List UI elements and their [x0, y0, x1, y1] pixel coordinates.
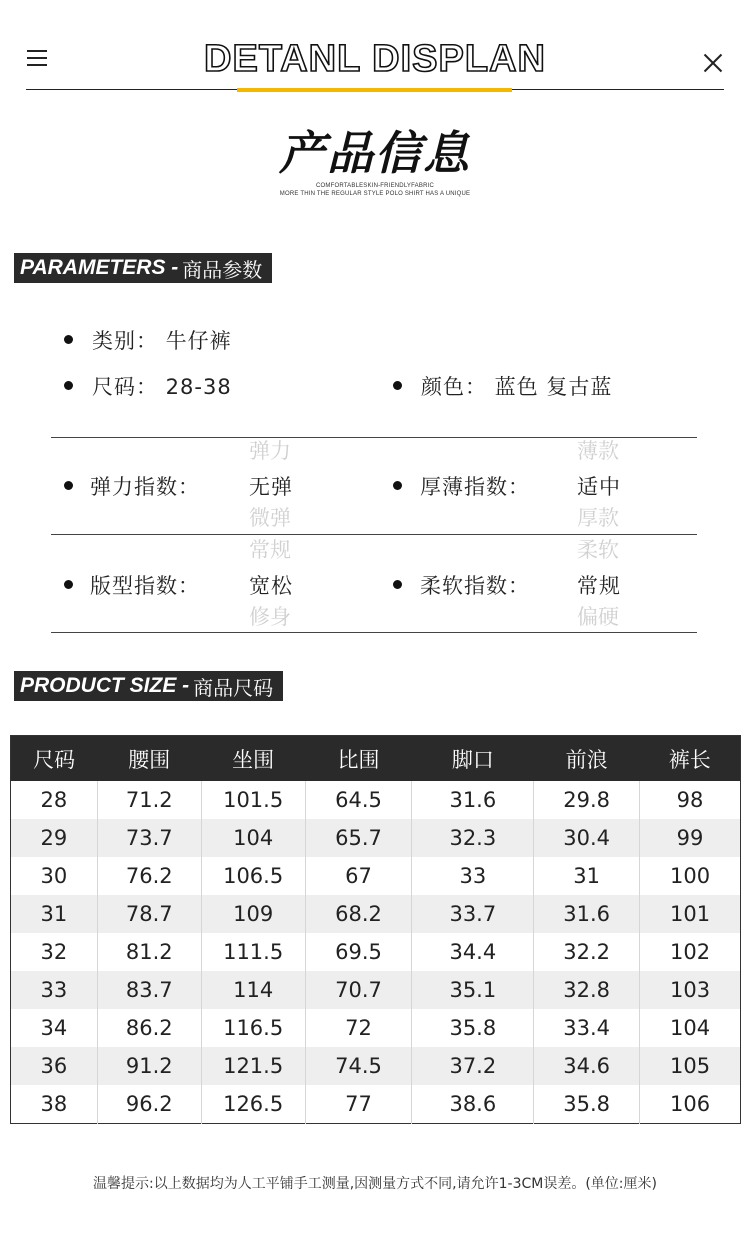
table-cell: 67: [305, 857, 412, 895]
table-cell: 32.3: [412, 819, 534, 857]
table-cell: 121.5: [201, 1047, 305, 1085]
bullet-icon: [64, 580, 73, 589]
table-cell: 31.6: [534, 895, 640, 933]
table-cell: 38: [40, 1092, 68, 1116]
thickness-scale: [577, 439, 637, 530]
fit-scale-below: 修身: [249, 605, 291, 629]
table-row: [11, 781, 741, 819]
size-table: [10, 735, 741, 1124]
table-cell: 30.4: [534, 819, 640, 857]
table-cell: 33.7: [412, 895, 534, 933]
elasticity-scale: [249, 439, 309, 530]
thickness-label: 厚薄指数：: [420, 475, 530, 499]
table-cell: 33: [412, 857, 534, 895]
page-title: 产品信息: [279, 126, 471, 180]
table-row: [11, 819, 741, 857]
table-cell: 126.5: [201, 1085, 305, 1124]
fit-value: 宽松: [249, 574, 293, 598]
table-cell: 106.5: [201, 857, 305, 895]
fit-scale-above: 常规: [249, 538, 291, 562]
table-row: [11, 933, 741, 971]
table-header-cell: 裤长: [640, 736, 741, 782]
table-cell: 83.7: [97, 971, 201, 1009]
bullet-icon: [64, 481, 73, 490]
table-header-row: [11, 736, 741, 782]
hero-subtitle-line-2: MORE THIN THE REGULAR STYLE POLO SHIRT HAS A UNIQUE: [279, 191, 471, 197]
table-cell: 36: [11, 1047, 98, 1085]
table-cell: 32.8: [534, 971, 640, 1009]
table-row: [11, 857, 741, 895]
table-cell: 103: [640, 971, 741, 1009]
table-cell: 71.2: [97, 781, 201, 819]
table-cell: 38.6: [412, 1085, 534, 1124]
table-header-cell: 比围: [305, 736, 412, 782]
table-cell: 101: [640, 895, 741, 933]
table-header-cell: 坐围: [201, 736, 305, 782]
table-cell: 106: [640, 1085, 741, 1124]
table-cell: 78.7: [97, 895, 201, 933]
table-header-cell: 尺码: [11, 736, 98, 782]
parameters-label-en: PARAMETERS -: [20, 256, 179, 279]
table-cell: 35.1: [412, 971, 534, 1009]
table-cell: 104: [201, 819, 305, 857]
table-cell: 31: [534, 857, 640, 895]
table-cell: 101.5: [201, 781, 305, 819]
parameters-label-cn: 商品参数: [182, 257, 263, 282]
measurement-footnote: 温馨提示:以上数据均为人工平铺手工测量,因测量方式不同,请允许1-3CM误差。(单位:厘米): [93, 1176, 657, 1192]
table-cell: 104: [640, 1009, 741, 1047]
table-cell: 74.5: [305, 1047, 412, 1085]
table-row: [11, 1085, 741, 1124]
table-cell: 28: [40, 788, 68, 812]
table-cell: 34.6: [534, 1047, 640, 1085]
table-cell: 33: [11, 971, 98, 1009]
product-size-label-cn: 商品尺码: [193, 675, 274, 700]
table-cell: 33.4: [534, 1009, 640, 1047]
header-accent-bar: [237, 88, 512, 92]
table-cell: 32.2: [534, 933, 640, 971]
table-cell: 31: [11, 895, 98, 933]
table-cell: 32: [40, 940, 68, 964]
table-cell: 73.7: [97, 819, 201, 857]
elasticity-scale-above: 弹力: [249, 439, 291, 463]
table-cell: 35.8: [412, 1009, 534, 1047]
divider: [51, 632, 697, 633]
table-cell: 105: [640, 1047, 741, 1085]
thickness-scale-above: 薄款: [577, 439, 619, 463]
table-cell: 96.2: [97, 1085, 201, 1124]
table-cell: 64.5: [305, 781, 412, 819]
product-size-section-label: [14, 671, 283, 701]
elasticity-value: 无弹: [249, 475, 293, 499]
table-row: [11, 1047, 741, 1085]
table-cell: 109: [201, 895, 305, 933]
table-cell: 34: [40, 1016, 68, 1040]
table-cell: 91.2: [97, 1047, 201, 1085]
table-row: [11, 971, 741, 1009]
table-cell: 114: [201, 971, 305, 1009]
table-cell: 111.5: [201, 933, 305, 971]
table-cell: 68.2: [305, 895, 412, 933]
header-title: DETANL DISPLAN: [204, 38, 546, 80]
table-cell: 76.2: [97, 857, 201, 895]
table-cell: 34.4: [412, 933, 534, 971]
table-cell: 116.5: [201, 1009, 305, 1047]
table-cell: 77: [305, 1085, 412, 1124]
bullet-icon: [64, 335, 73, 344]
elasticity-label: 弹力指数：: [90, 475, 200, 499]
table-cell: 100: [640, 857, 741, 895]
table-cell: 72: [305, 1009, 412, 1047]
product-size-label-en: PRODUCT SIZE -: [20, 674, 190, 697]
param-color: 颜色： 蓝色 复古蓝: [421, 375, 613, 399]
table-header-cell: 前浪: [534, 736, 640, 782]
table-header-cell: 脚口: [412, 736, 534, 782]
bullet-icon: [393, 481, 402, 490]
softness-scale-above: 柔软: [577, 538, 619, 562]
fit-scale: [249, 538, 309, 629]
table-cell: 29: [11, 819, 98, 857]
bullet-icon: [64, 381, 73, 390]
softness-value: 常规: [577, 574, 621, 598]
softness-scale-below: 偏硬: [577, 605, 619, 629]
table-row: [11, 895, 741, 933]
table-cell: 30: [40, 864, 68, 888]
table-cell: 29.8: [534, 781, 640, 819]
table-cell: 35.8: [534, 1085, 640, 1124]
table-header-cell: 腰围: [97, 736, 201, 782]
thickness-value: 适中: [577, 475, 621, 499]
fit-label: 版型指数：: [90, 574, 200, 598]
bullet-icon: [393, 381, 402, 390]
thickness-scale-below: 厚款: [577, 506, 619, 530]
table-cell: 98: [640, 781, 741, 819]
table-cell: 81.2: [97, 933, 201, 971]
bullet-icon: [393, 580, 402, 589]
table-cell: 102: [640, 933, 741, 971]
table-cell: 99: [640, 819, 741, 857]
table-cell: 86.2: [97, 1009, 201, 1047]
table-cell: 70.7: [305, 971, 412, 1009]
close-icon[interactable]: [700, 50, 726, 76]
table-cell: 31.6: [412, 781, 534, 819]
table-cell: 37.2: [412, 1047, 534, 1085]
table-row: [11, 1009, 741, 1047]
table-cell: 65.7: [305, 819, 412, 857]
hero-subtitle-line-1: COMFORTABLESKIN-FRIENDLYFABRIC: [315, 183, 435, 189]
softness-label: 柔软指数：: [420, 574, 530, 598]
softness-scale: [577, 538, 637, 629]
parameters-section-label: [14, 253, 272, 283]
elasticity-scale-below: 微弹: [249, 506, 291, 530]
param-size-range: 尺码： 28-38: [92, 375, 232, 399]
param-category: 类别： 牛仔裤: [92, 329, 232, 353]
table-cell: 69.5: [305, 933, 412, 971]
